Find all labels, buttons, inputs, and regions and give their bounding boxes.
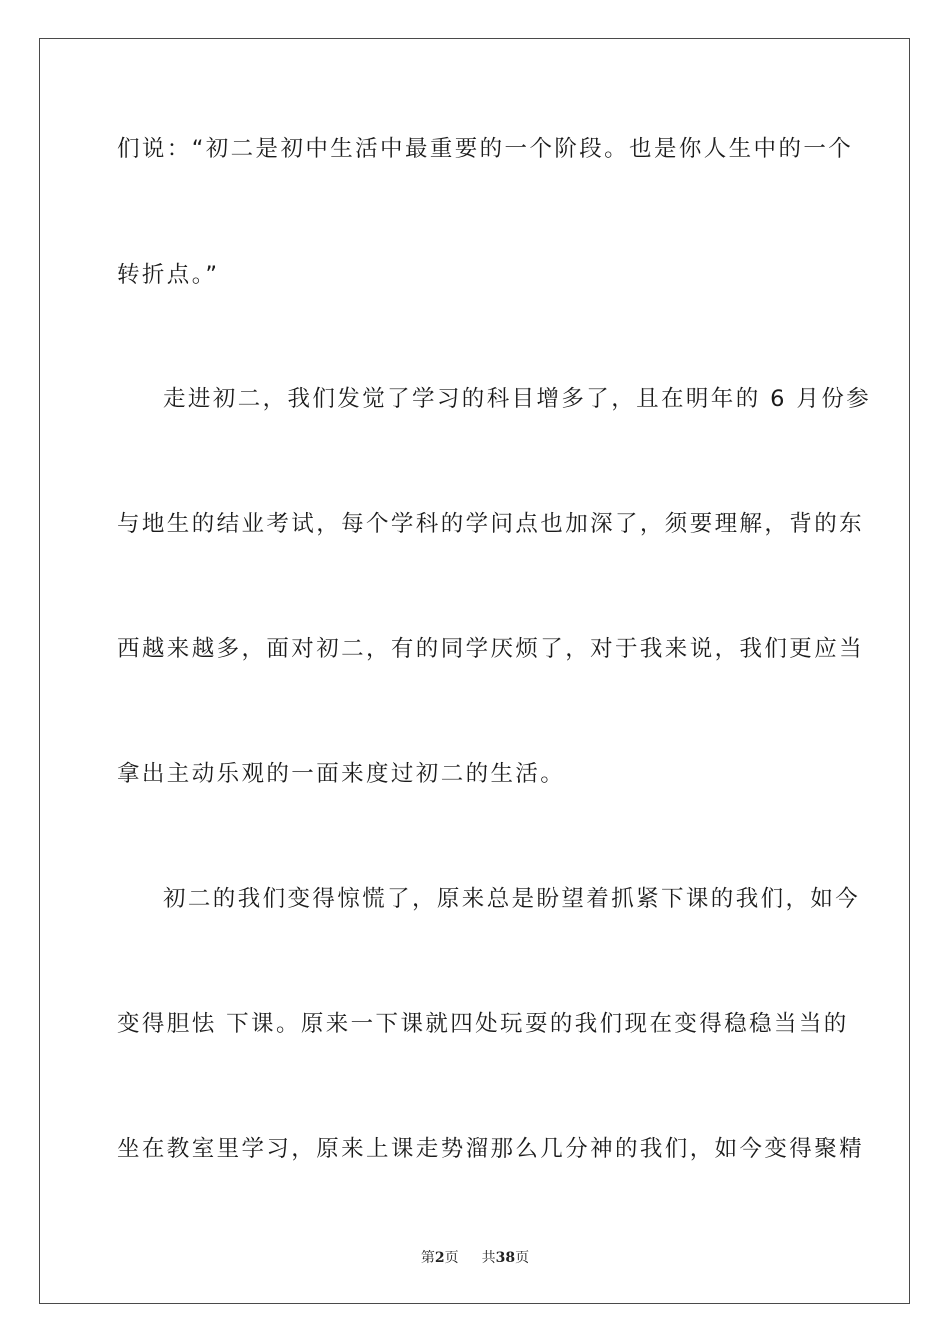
- body-line-8: 变得胆怯 下课。原来一下课就四处玩耍的我们现在变得稳稳当当的: [117, 1011, 849, 1037]
- body-line-1: 们说：“初二是初中生活中最重要的一个阶段。也是你人生中的一个: [117, 136, 854, 162]
- page-footer: [0, 1247, 950, 1267]
- total-prefix: 共: [481, 1250, 496, 1266]
- page-prefix: 第: [420, 1250, 435, 1266]
- page-border: [39, 38, 910, 1304]
- body-line-2: 转折点。”: [117, 262, 220, 288]
- body-line-6: 拿出主动乐观的一面来度过初二的生活。: [117, 761, 566, 787]
- total-suffix: 页: [515, 1250, 530, 1266]
- body-line-5: 西越来越多，面对初二，有的同学厌烦了，对于我来说，我们更应当: [117, 636, 865, 662]
- page-suffix: 页: [444, 1250, 459, 1266]
- page-number: 2: [434, 1250, 445, 1266]
- total-pages: 38: [495, 1250, 516, 1266]
- body-line-3: 走进初二，我们发觉了学习的科目增多了，且在明年的 6 月份参: [163, 386, 872, 412]
- body-line-7: 初二的我们变得惊慌了，原来总是盼望着抓紧下课的我们，如今: [163, 886, 861, 912]
- body-line-9: 坐在教室里学习，原来上课走势溜那么几分神的我们，如今变得聚精: [117, 1136, 865, 1162]
- body-line-4: 与地生的结业考试，每个学科的学问点也加深了，须要理解，背的东: [117, 511, 865, 537]
